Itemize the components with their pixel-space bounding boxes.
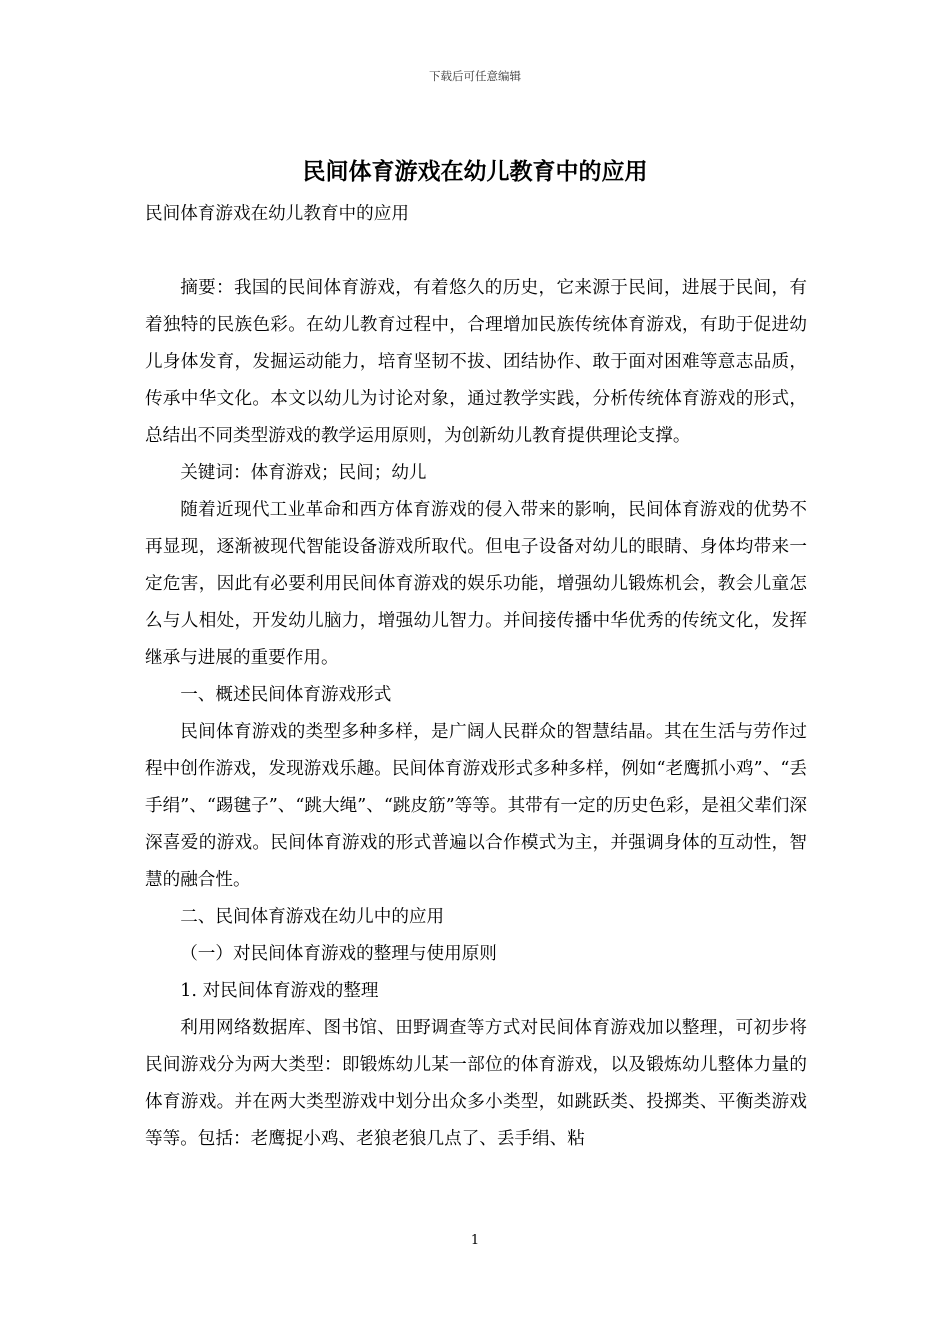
section-heading: 二、民间体育游戏在幼儿中的应用: [180, 907, 445, 927]
subsection-heading: 1. 对民间体育游戏的整理: [180, 981, 379, 1001]
subsection-heading: （一）对民间体育游戏的整理与使用原则: [180, 944, 497, 964]
page-header: 下载后可任意编辑: [429, 69, 521, 83]
keywords-paragraph: 关键词：体育游戏；民间；幼儿: [180, 463, 427, 483]
document-title: 民间体育游戏在幼儿教育中的应用: [302, 158, 648, 185]
document-subtitle: 民间体育游戏在幼儿教育中的应用: [145, 204, 409, 224]
abstract-paragraph: 摘要：我国的民间体育游戏，有着悠久的历史，它来源于民间，进展于民间，有着独特的民族色彩。在幼儿教育过程中，合理增加民族传统体育游戏，有助于促进幼儿身体发育，发掘运动能力，培育坚韧不拔、团结协作、敢于面对困难等意志品质，传承中华文化。本文以幼儿为讨论对象，通过教学实践，分析传统体育游戏的形式，总结出不同类型游戏的教学运用原则，为创新幼儿教育提供理论支撑。: [145, 278, 807, 446]
body-paragraph: 民间体育游戏的类型多种多样，是广阔人民群众的智慧结晶。其在生活与劳作过程中创作游戏，发现游戏乐趣。民间体育游戏形式多种多样，例如“老鹰抓小鸡”、“丢手绢”、“踢毽子”、“跳大绳”、“跳皮筋”等等。其带有一定的历史色彩，是祖父辈们深深喜爱的游戏。民间体育游戏的形式普遍以合作模式为主，并强调身体的互动性，智慧的融合性。: [145, 722, 807, 890]
document-body: [145, 196, 807, 1158]
body-paragraph: 利用网络数据库、图书馆、田野调查等方式对民间体育游戏加以整理，可初步将民间游戏分为两大类型：即锻炼幼儿某一部位的体育游戏，以及锻炼幼儿整体力量的体育游戏。并在两大类型游戏中划分出众多小类型，如跳跃类、投掷类、平衡类游戏等等。包括：老鹰捉小鸡、老狼老狼几点了、丢手绢、粘: [145, 1018, 807, 1149]
blank-line: [145, 233, 807, 270]
page-number: 1: [470, 1233, 480, 1248]
section-heading: 一、概述民间体育游戏形式: [180, 685, 392, 705]
body-paragraph: 随着近现代工业革命和西方体育游戏的侵入带来的影响，民间体育游戏的优势不再显现，逐渐被现代智能设备游戏所取代。但电子设备对幼儿的眼睛、身体均带来一定危害，因此有必要利用民间体育游戏的娱乐功能，增强幼儿锻炼机会，教会儿童怎么与人相处，开发幼儿脑力，增强幼儿智力。并间接传播中华优秀的传统文化，发挥继承与进展的重要作用。: [145, 500, 807, 668]
